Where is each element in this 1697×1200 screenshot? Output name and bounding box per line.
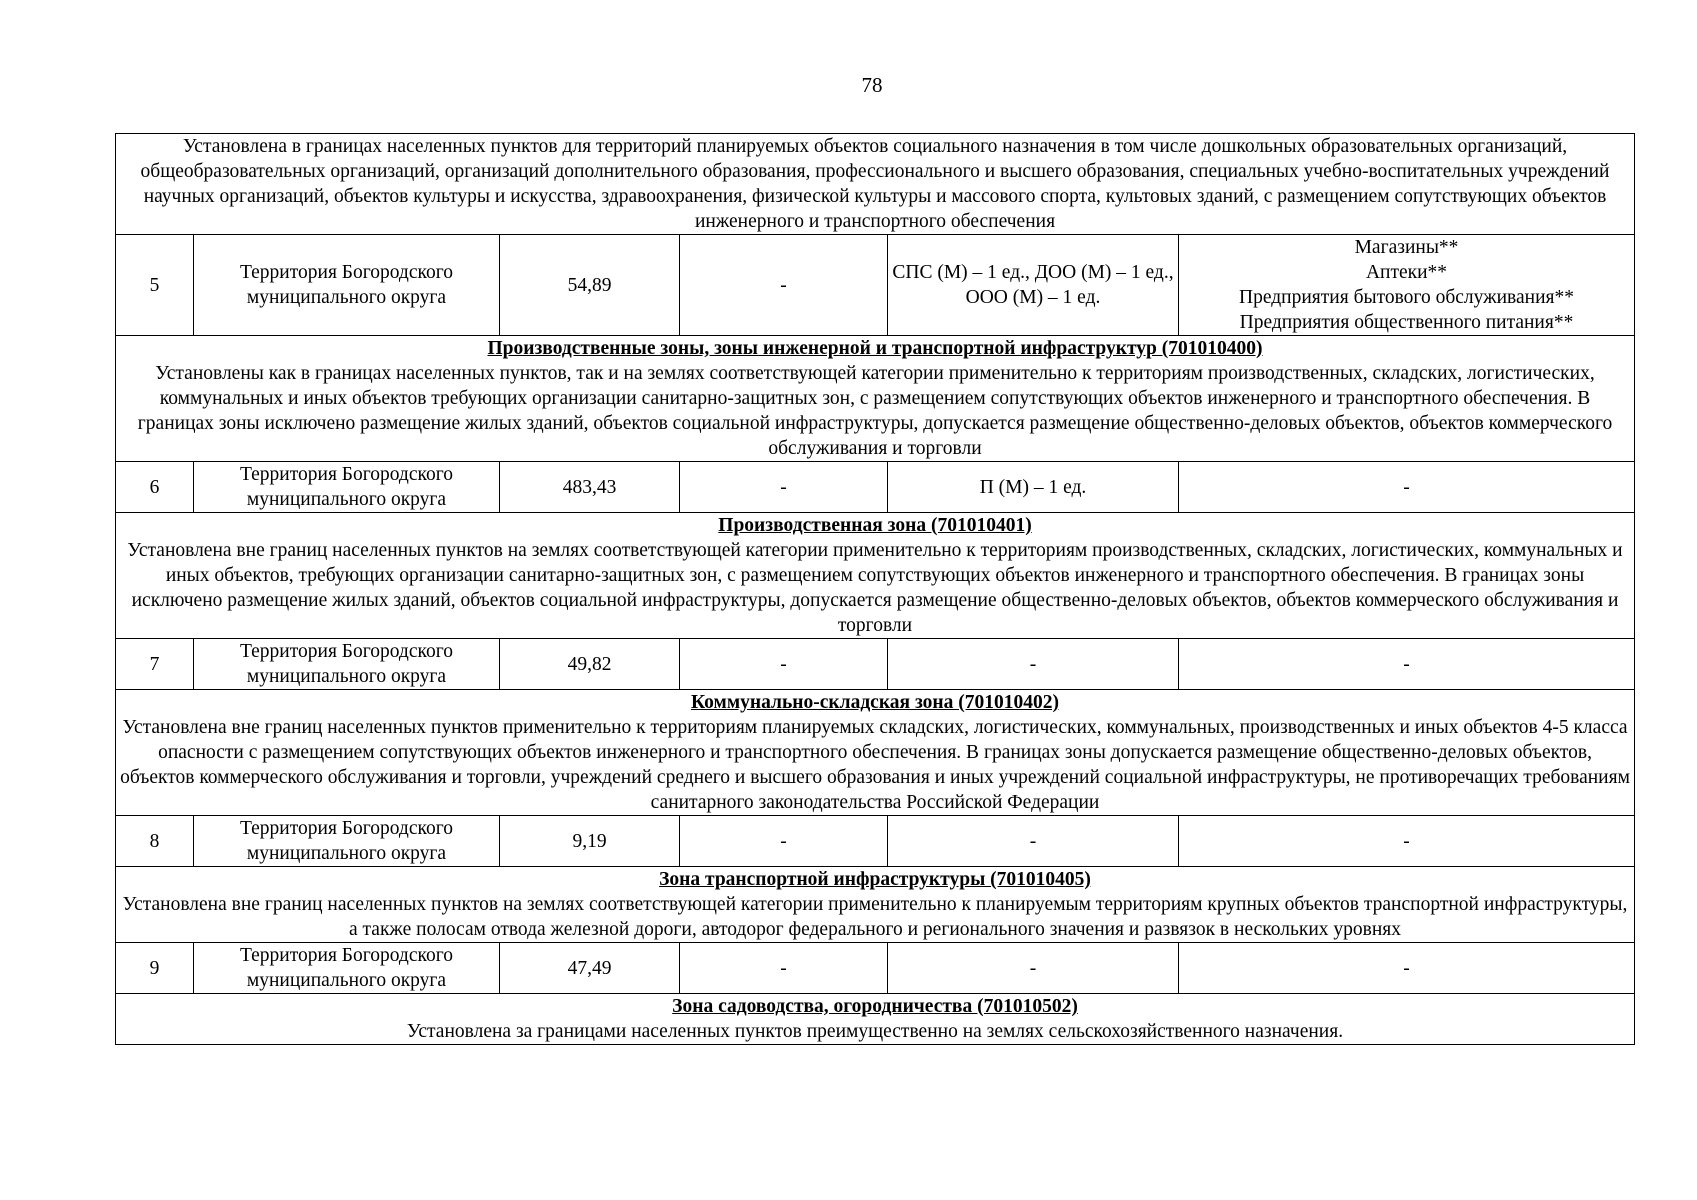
table-row <box>116 816 1635 867</box>
col4-cell: - <box>680 639 888 690</box>
zone-description-cell <box>116 336 1635 462</box>
services-cell <box>1179 639 1635 690</box>
col4-cell: - <box>680 943 888 994</box>
zone-heading: Коммунально-складская зона (701010402) <box>690 692 1060 713</box>
objects-cell: П (М) – 1 ед. <box>888 462 1179 513</box>
zone-description: Установлена вне границ населенных пунктов применительно к территориям планируемых складских, логистических, коммунальных, производственных и иных объектов 4-5 класса опасности с размещением сопутствующих объектов инженерного и транспортного обеспечения. В границах зоны допускается размещение общественно-деловых объектов, объектов коммерческого обслуживания и торговли, учреждений среднего и высшего образования и иных учреждений социальной инфраструктуры, не противоречащих требованиям санитарного законодательства Российской Федерации <box>120 717 1630 813</box>
table-row <box>116 462 1635 513</box>
zone-heading: Производственная зона (701010401) <box>718 515 1032 536</box>
territory-cell: Территория Богородского муниципального округа <box>194 943 500 994</box>
zone-heading: Зона транспортной инфраструктуры (701010405) <box>659 869 1091 890</box>
service-item: - <box>1403 653 1410 675</box>
zone-description-cell <box>116 690 1635 816</box>
zone-description-row <box>116 994 1635 1045</box>
table-row <box>116 943 1635 994</box>
zone-description-cell <box>116 513 1635 639</box>
zone-description-row <box>116 867 1635 943</box>
zone-description: Установлена за границами населенных пунктов преимущественно на землях сельскохозяйственного назначения. <box>406 1021 1344 1042</box>
objects-cell: - <box>888 816 1179 867</box>
objects-cell: - <box>888 943 1179 994</box>
service-item: Магазины** <box>1354 237 1459 258</box>
table-row <box>116 639 1635 690</box>
col4-cell: - <box>680 235 888 336</box>
services-cell <box>1179 462 1635 513</box>
zone-heading: Производственные зоны, зоны инженерной и транспортной инфраструктур (701010400) <box>487 338 1263 359</box>
services-cell <box>1179 943 1635 994</box>
area-cell: 49,82 <box>500 639 680 690</box>
row-number: 5 <box>116 235 194 336</box>
row-number: 7 <box>116 639 194 690</box>
objects-cell: - <box>888 639 1179 690</box>
zones-table <box>115 133 1635 1045</box>
zone-description-cell <box>116 994 1635 1045</box>
zone-heading: Зона садоводства, огородничества (701010502) <box>672 996 1078 1017</box>
zone-description: Установлена вне границ населенных пунктов на землях соответствующей категории применительно к территориям производственных, складских, логистических, коммунальных и иных объектов, требующих организации санитарно-защитных зон, с размещением сопутствующих объектов инженерного и транспортного обеспечения. В границах зоны исключено размещение жилых зданий, объектов социальной инфраструктуры, допускается размещение общественно-деловых объектов, объектов коммерческого обслуживания и торговли <box>127 540 1623 636</box>
table-row <box>116 235 1635 336</box>
col4-cell: - <box>680 816 888 867</box>
territory-cell: Территория Богородского муниципального округа <box>194 816 500 867</box>
zone-description: Установлена в границах населенных пунктов для территорий планируемых объектов социального назначения в том числе дошкольных образовательных организаций, общеобразовательных организаций, организаций дополнительного образования, профессионального и высшего образования, специальных учебно-воспитательных учреждений научных организаций, объектов культуры и искусства, здравоохранения, физической культуры и массового спорта, культовых зданий, с размещением сопутствующих объектов инженерного и транспортного обеспечения <box>140 136 1610 232</box>
territory-cell: Территория Богородского муниципального округа <box>194 639 500 690</box>
row-number: 9 <box>116 943 194 994</box>
zone-description-cell <box>116 867 1635 943</box>
objects-cell: СПС (М) – 1 ед., ДОО (М) – 1 ед., ООО (М) – 1 ед. <box>888 235 1179 336</box>
zone-description-cell <box>116 134 1635 235</box>
area-cell: 9,19 <box>500 816 680 867</box>
zone-description-row <box>116 690 1635 816</box>
row-number: 6 <box>116 462 194 513</box>
zone-description: Установлена вне границ населенных пунктов на землях соответствующей категории применительно к планируемым территориям крупных объектов транспортной инфраструктуры, а также полосам отвода железной дороги, автодорог федерального и регионального значения и развязок в нескольких уровнях <box>122 894 1628 940</box>
service-item: - <box>1403 957 1410 979</box>
services-cell <box>1179 235 1635 336</box>
service-item: Аптеки** <box>1365 262 1448 283</box>
page-number: 78 <box>861 73 883 97</box>
row-number: 8 <box>116 816 194 867</box>
territory-cell: Территория Богородского муниципального округа <box>194 235 500 336</box>
service-item: Предприятия бытового обслуживания** <box>1239 287 1574 308</box>
service-item: - <box>1403 830 1410 852</box>
zone-description-row <box>116 336 1635 462</box>
area-cell: 483,43 <box>500 462 680 513</box>
territory-cell: Территория Богородского муниципального округа <box>194 462 500 513</box>
services-cell <box>1179 816 1635 867</box>
service-item: Предприятия общественного питания** <box>1239 312 1574 333</box>
zone-description: Установлены как в границах населенных пунктов, так и на землях соответствующей категории применительно к территориям производственных, складских, логистических, коммунальных и иных объектов требующих организации санитарно-защитных зон, с размещением сопутствующих объектов инженерного и транспортного обеспечения. В границах зоны исключено размещение жилых зданий, объектов социальной инфраструктуры, допускается размещение общественно-деловых объектов, объектов коммерческого обслуживания и торговли <box>137 363 1613 459</box>
service-item: - <box>1403 476 1410 498</box>
area-cell: 54,89 <box>500 235 680 336</box>
area-cell: 47,49 <box>500 943 680 994</box>
zone-description-row <box>116 134 1635 235</box>
col4-cell: - <box>680 462 888 513</box>
zone-description-row <box>116 513 1635 639</box>
